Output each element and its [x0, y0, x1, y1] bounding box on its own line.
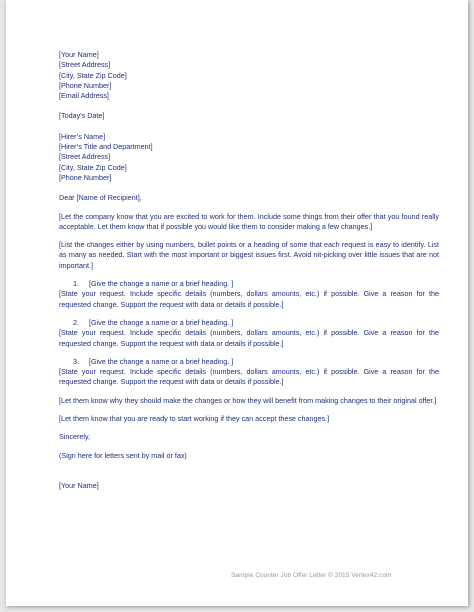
change-item-body: [State your request. Include specific details (numbers, dollars amounts, etc.) if possible. Give a reason for the requested change. Support the request with data or details if possible.] — [59, 367, 439, 387]
sender-phone: [Phone Number] — [59, 80, 112, 90]
sender-street: [Street Address] — [59, 60, 111, 70]
recipient-block — [59, 132, 439, 183]
recipient-street: [Street Address] — [59, 152, 111, 162]
change-item — [59, 357, 439, 388]
benefit-paragraph: [Let them know why they should make the changes or how they will benefit from making changes to their original offer.] — [59, 395, 437, 405]
change-item-number: 2. — [73, 317, 79, 327]
signature-note: (Sign here for letters sent by mail or fax) — [59, 450, 187, 460]
sender-city: [City, State Zip Code] — [59, 70, 127, 80]
letter-page — [6, 0, 468, 606]
sender-block — [59, 50, 439, 101]
recipient-city: [City, State Zip Code] — [59, 162, 127, 172]
letter-body — [59, 50, 439, 491]
salutation: Dear [Name of Recipient], — [59, 193, 142, 203]
recipient-name: [Hirer’s Name] — [59, 131, 106, 141]
footer-text: Sample Counter Job Offer Letter © 2015 Vertex42.com — [231, 572, 392, 579]
list-intro-paragraph: [List the changes either by using numbers, bullet points or a heading of some that each request is easy to identify. List as many as needed. Start with the most important or biggest issues first. Avoid nit-picking over little issues that are not important.] — [59, 240, 439, 270]
change-item-body: [State your request. Include specific details (numbers, dollars amounts, etc.) if possible. Give a reason for the requested change. Support the request with data or details if possible.] — [59, 289, 439, 309]
change-item-heading: [Give the change a name or a brief heading. ] — [89, 356, 234, 366]
change-item — [59, 279, 439, 310]
recipient-title: [Hirer’s Title and Department] — [59, 142, 153, 152]
signature-name: [Your Name] — [59, 480, 99, 490]
change-item-heading: [Give the change a name or a brief heading. ] — [89, 279, 234, 289]
sender-name: [Your Name] — [59, 50, 99, 59]
change-item-number: 1. — [73, 279, 79, 289]
closing: Sincerely, — [59, 432, 91, 442]
sender-email: [Email Address] — [59, 91, 109, 101]
change-item-number: 3. — [73, 356, 79, 366]
change-item-body: [State your request. Include specific details (numbers, dollars amounts, etc.) if possible. Give a reason for the requested change. Support the request with data or details if possible.] — [59, 328, 439, 348]
intro-paragraph: [Let the company know that you are excited to work for them. Include some things from their offer that you found really acceptable. Let them know that if possible you would like them to consider making a few changes.] — [59, 211, 439, 231]
change-item — [59, 318, 439, 349]
change-item-heading: [Give the change a name or a brief heading. ] — [89, 317, 234, 327]
recipient-phone: [Phone Number] — [59, 172, 112, 182]
ready-paragraph: [Let them know that you are ready to start working if they can accept these changes.] — [59, 414, 330, 424]
letter-date: [Today’s Date] — [59, 111, 105, 121]
